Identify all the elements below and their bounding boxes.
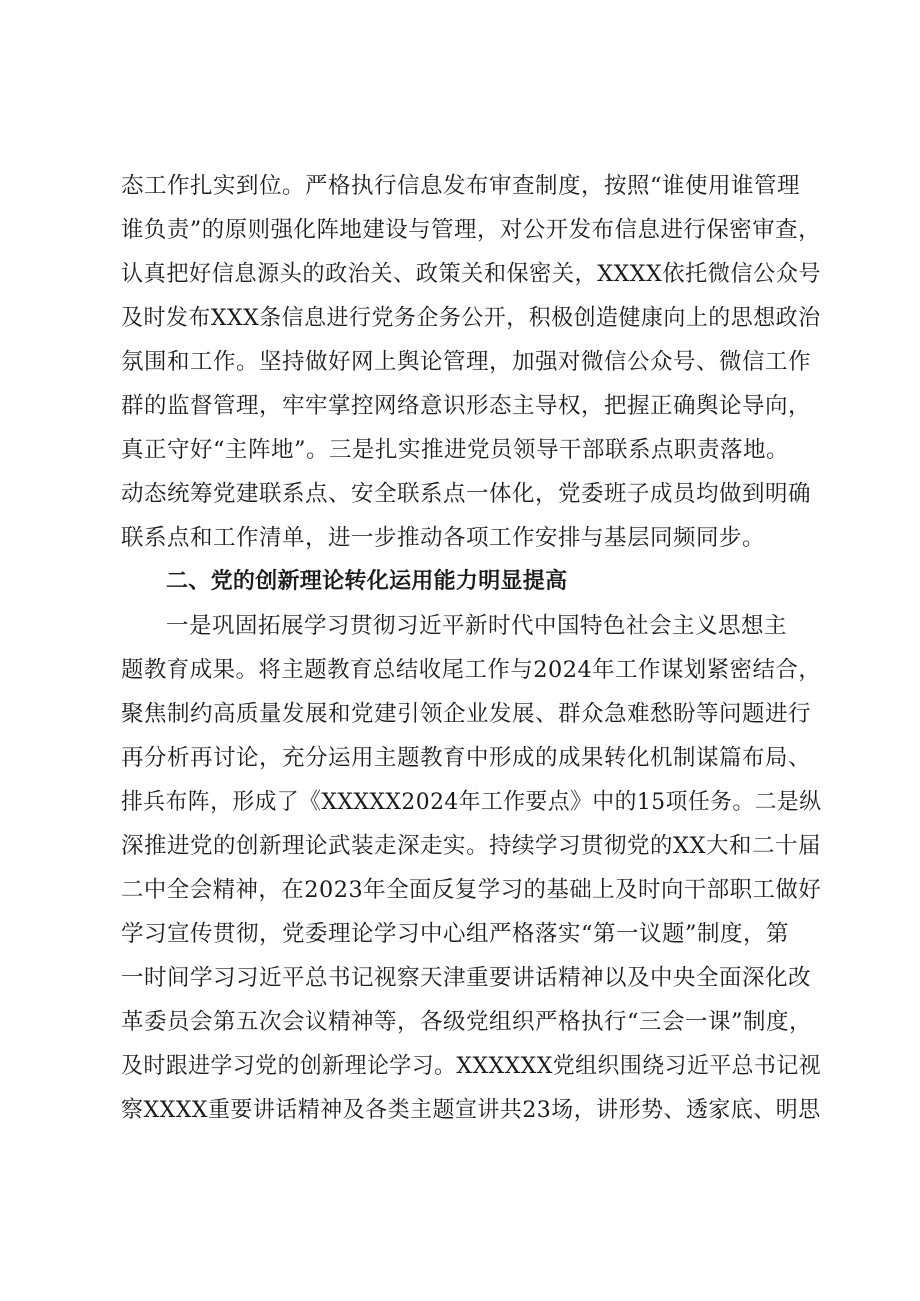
- paragraph-2-line-2: 题教育成果。将主题教育总结收尾工作与2024年工作谋划紧密结合，: [121, 657, 822, 683]
- paragraph-1-line-2: 谁负责”的原则强化阵地建设与管理，对公开发布信息进行保密审查，: [121, 217, 822, 243]
- paragraph-2-line-9: 一时间学习习近平总书记视察天津重要讲话精神以及中央全面深化改: [121, 965, 812, 991]
- paragraph-1-line-8: 动态统筹党建联系点、安全联系点一体化，党委班子成员均做到明确: [121, 481, 812, 507]
- paragraph-2-line-11: 及时跟进学习党的创新理论学习。XXXXXX党组织围绕习近平总书记视: [121, 1053, 822, 1079]
- paragraph-1-line-6: 群的监督管理，牢牢掌控网络意识形态主导权，把握正确舆论导向，: [121, 393, 812, 419]
- paragraph-2-line-10: 革委员会第五次会议精神等，各级党组织严格执行“三会一课”制度，: [121, 1009, 813, 1035]
- paragraph-1-line-1: 态工作扎实到位。严格执行信息发布审查制度，按照“谁使用谁管理: [121, 173, 801, 199]
- paragraph-2-line-6: 深推进党的创新理论武装走深走实。持续学习贯彻党的XX大和二十届: [121, 833, 822, 859]
- paragraph-2-line-3: 聚焦制约高质量发展和党建引领企业发展、群众急难愁盼等问题进行: [121, 701, 812, 727]
- paragraph-2-line-5: 排兵布阵，形成了《XXXXX2024年工作要点》中的15项任务。二是纵: [121, 789, 822, 815]
- paragraph-1-line-7: 真正守好“主阵地”。三是扎实推进党员领导干部联系点职责落地。: [121, 437, 790, 463]
- paragraph-2-line-8: 学习宣传贯彻，党委理论学习中心组严格落实“第一议题”制度，第: [121, 921, 790, 947]
- paragraph-2-line-1: 一是巩固拓展学习贯彻习近平新时代中国特色社会主义思想主: [166, 613, 788, 639]
- paragraph-2-line-7: 二中全会精神，在2023年全面反复学习的基础上及时向干部职工做好: [121, 877, 822, 903]
- paragraph-1-line-4: 及时发布XXX条信息进行党务企务公开，积极创造健康向上的思想政治: [121, 305, 821, 331]
- paragraph-1-line-3: 认真把好信息源头的政治关、政策关和保密关，XXXX依托微信公众号: [121, 261, 822, 287]
- paragraph-2-line-12: 察XXXX重要讲话精神及各类主题宣讲共23场，讲形势、透家底、明思: [121, 1097, 821, 1123]
- section-heading-2: 二、党的创新理论转化运用能力明显提高: [166, 569, 568, 594]
- paragraph-1-line-5: 氛围和工作。坚持做好网上舆论管理，加强对微信公众号、微信工作: [121, 349, 812, 375]
- paragraph-2-line-4: 再分析再讨论，充分运用主题教育中形成的成果转化机制谋篇布局、: [121, 745, 812, 771]
- paragraph-1-line-9: 联系点和工作清单，进一步推动各项工作安排与基层同频同步。: [121, 525, 766, 551]
